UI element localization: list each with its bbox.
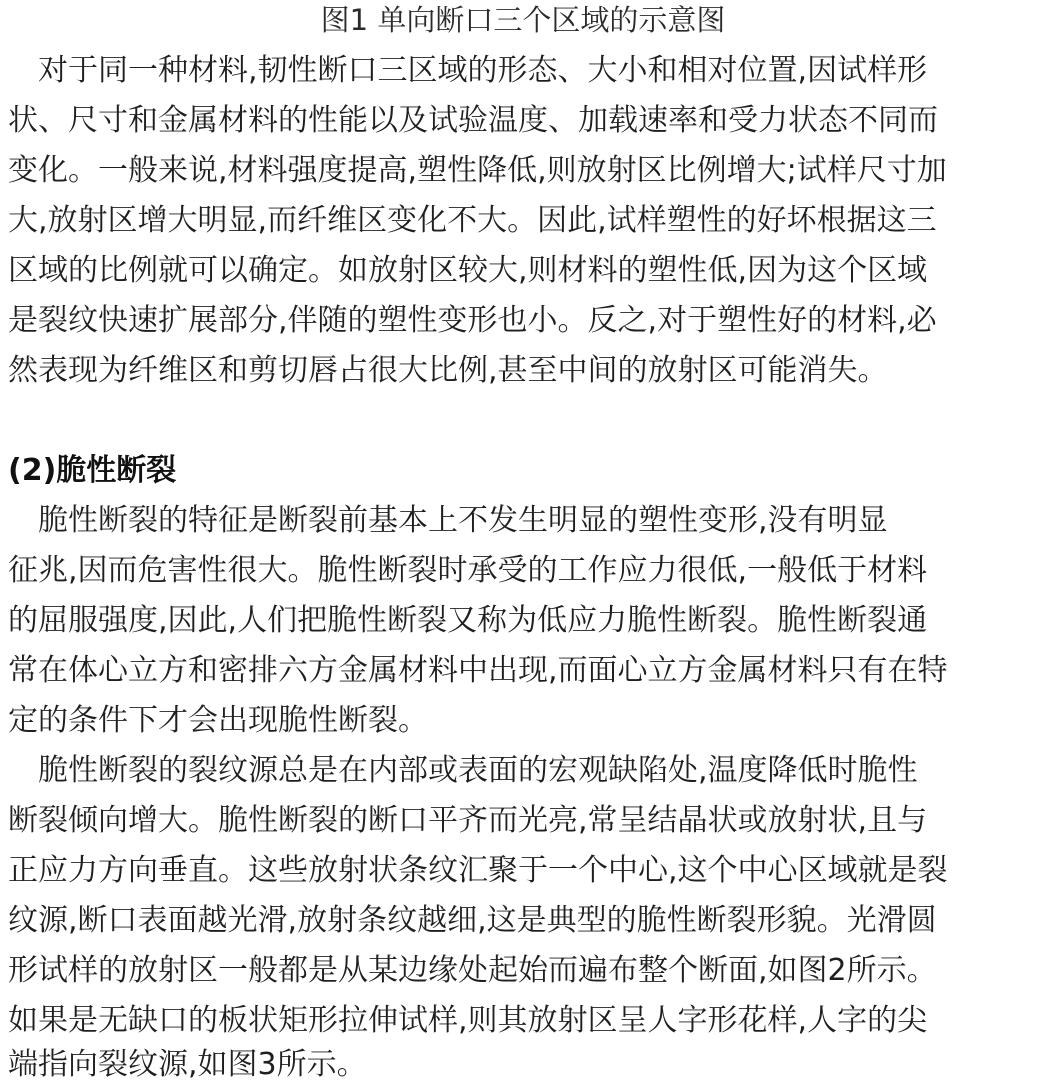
figure-caption: 图1 单向断口三个区域的示意图 xyxy=(320,3,726,37)
paragraph-1-line: 变化。一般来说,材料强度提高,塑性降低,则放射区比例增大;试样尺寸加 xyxy=(8,153,947,188)
paragraph-2-line: 定的条件下才会出现脆性断裂。 xyxy=(8,703,428,738)
paragraph-3-line: 纹源,断口表面越光滑,放射条纹越细,这是典型的脆性断裂形貌。光滑圆 xyxy=(8,903,937,938)
paragraph-1-line: 状、尺寸和金属材料的性能以及试验温度、加载速率和受力状态不同而 xyxy=(8,103,938,138)
paragraph-3-line: 形试样的放射区一般都是从某边缘处起始而遍布整个断面,如图2所示。 xyxy=(8,953,937,988)
paragraph-2-line: 常在体心立方和密排六方金属材料中出现,而面心立方金属材料只有在特 xyxy=(8,653,948,688)
paragraph-3-line: 正应力方向垂直。这些放射状条纹汇聚于一个中心,这个中心区域就是裂 xyxy=(8,853,948,888)
paragraph-3-line: 脆性断裂的裂纹源总是在内部或表面的宏观缺陷处,温度降低时脆性 xyxy=(8,753,918,788)
paragraph-3-line: 端指向裂纹源,如图3所示。 xyxy=(8,1047,367,1082)
paragraph-1-line: 对于同一种材料,韧性断口三区域的形态、大小和相对位置,因试样形 xyxy=(8,53,928,88)
paragraph-3-line: 断裂倾向增大。脆性断裂的断口平齐而光亮,常呈结晶状或放射状,且与 xyxy=(8,803,928,838)
paragraph-2-line: 的屈服强度,因此,人们把脆性断裂又称为低应力脆性断裂。脆性断裂通 xyxy=(8,603,928,638)
section-heading: (2)脆性断裂 xyxy=(8,453,177,488)
paragraph-3-line: 如果是无缺口的板状矩形拉伸试样,则其放射区呈人字形花样,人字的尖 xyxy=(8,1003,928,1038)
paragraph-1-line: 大,放射区增大明显,而纤维区变化不大。因此,试样塑性的好坏根据这三 xyxy=(8,203,937,238)
paragraph-2-line: 脆性断裂的特征是断裂前基本上不发生明显的塑性变形,没有明显 xyxy=(8,503,888,538)
paragraph-1-line: 区域的比例就可以确定。如放射区较大,则材料的塑性低,因为这个区域 xyxy=(8,253,928,288)
paragraph-1-line: 是裂纹快速扩展部分,伴随的塑性变形也小。反之,对于塑性好的材料,必 xyxy=(8,303,937,338)
paragraph-2-line: 征兆,因而危害性很大。脆性断裂时承受的工作应力很低,一般低于材料 xyxy=(8,553,928,588)
paragraph-1-line: 然表现为纤维区和剪切唇占很大比例,甚至中间的放射区可能消失。 xyxy=(8,353,888,388)
